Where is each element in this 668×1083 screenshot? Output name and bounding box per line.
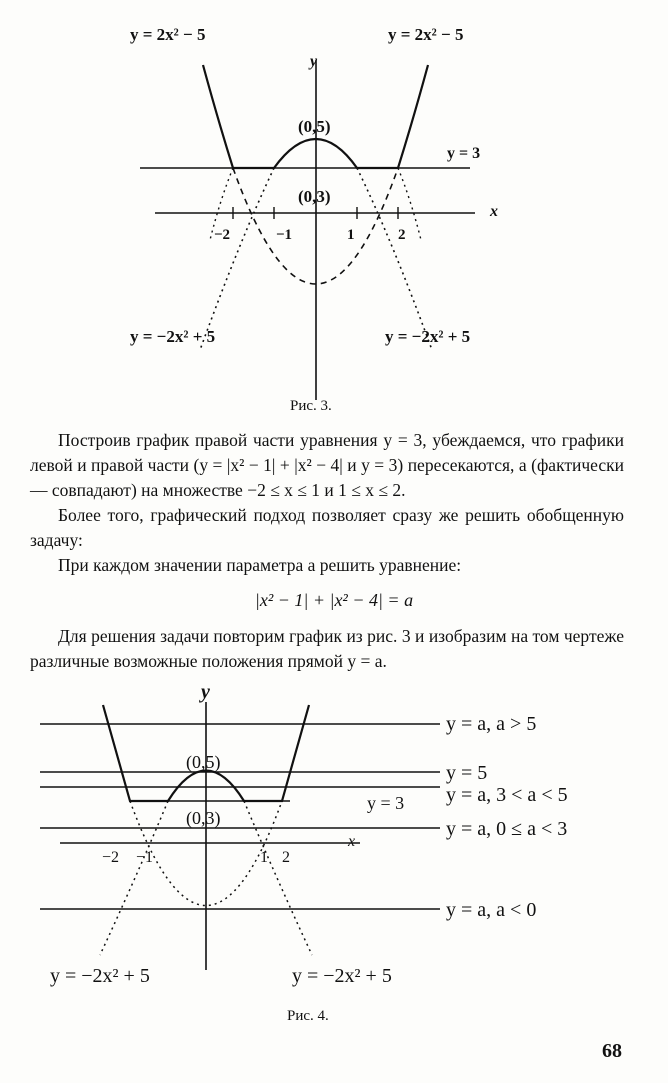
label-top-right: y = 2x² − 5 [388,25,464,44]
paragraph-block-1 [30,428,624,578]
label-vertex-low: (0,3) [298,187,331,206]
tick-label-1: 1 [347,227,355,243]
tick-label-2: 2 [398,227,406,243]
label-x-axis: x [348,833,356,850]
label-a-gt-5: y = a, a > 5 [446,713,537,735]
figure-3-caption: Рис. 3. [290,398,332,414]
parabola-dotted-left [100,801,168,955]
label-y-axis: y [310,53,318,70]
tick-label-2: 2 [282,849,290,866]
label-vertex-top: (0,5) [186,752,221,772]
parabola-dotted-right [357,168,432,350]
paragraph-3: При каждом значении параметра a решить уравнение: [58,555,462,575]
paragraph-1: Построив график правой части уравнения y = 3, убеждаемся, что графики левой и правой части (y = |x² − 1| + |x² − 4| и y = 3) пересекаются, а (фактически — совпадают) на множестве −2 ≤ x ≤ 1 и 1 ≤ x ≤ 2. [30,430,624,500]
label-3-a-5: y = a, 3 < a < 5 [446,784,568,806]
figure-3 [0,0,668,420]
parabola-dotted-left [200,168,274,350]
label-bottom-right: y = −2x² + 5 [292,965,392,987]
equation: |x² − 1| + |x² − 4| = a [254,590,414,610]
figure-4 [0,680,668,1030]
paragraph-block-2 [30,624,624,674]
label-a-lt-0: y = a, a < 0 [446,899,537,921]
label-vertex-top: (0,5) [298,117,331,136]
parabola-dotted-right [244,801,312,955]
tick-label-1: 1 [260,849,268,866]
label-top-left: y = 2x² − 5 [130,25,206,44]
label-y5: y = 5 [446,762,488,784]
label-x-axis: x [490,203,498,220]
tick-label-minus1: −1 [276,227,293,243]
page-number: 68 [602,1040,622,1062]
label-y-axis: y [201,681,210,703]
tick-label-minus2: −2 [102,849,120,866]
label-vertex-low: (0,3) [186,808,221,828]
label-bottom-left: y = −2x² + 5 [50,965,150,987]
label-bottom-right: y = −2x² + 5 [385,327,471,346]
figure-4-caption: Рис. 4. [287,1008,329,1024]
paragraph-4: Для решения задачи повторим график из рис. 3 и изобразим на том чертеже различные возможные положения прямой y = a. [30,626,624,671]
tick-label-minus2: −2 [214,227,231,243]
label-bottom-left: y = −2x² + 5 [130,327,216,346]
label-line-y3: y = 3 [447,145,481,162]
tick-label-minus1: −1 [136,849,154,866]
label-0-a-3: y = a, 0 ≤ a < 3 [446,818,568,840]
paragraph-2: Более того, графический подход позволяет сразу же решить обобщенную задачу: [30,505,624,550]
label-line-y3: y = 3 [367,793,405,813]
